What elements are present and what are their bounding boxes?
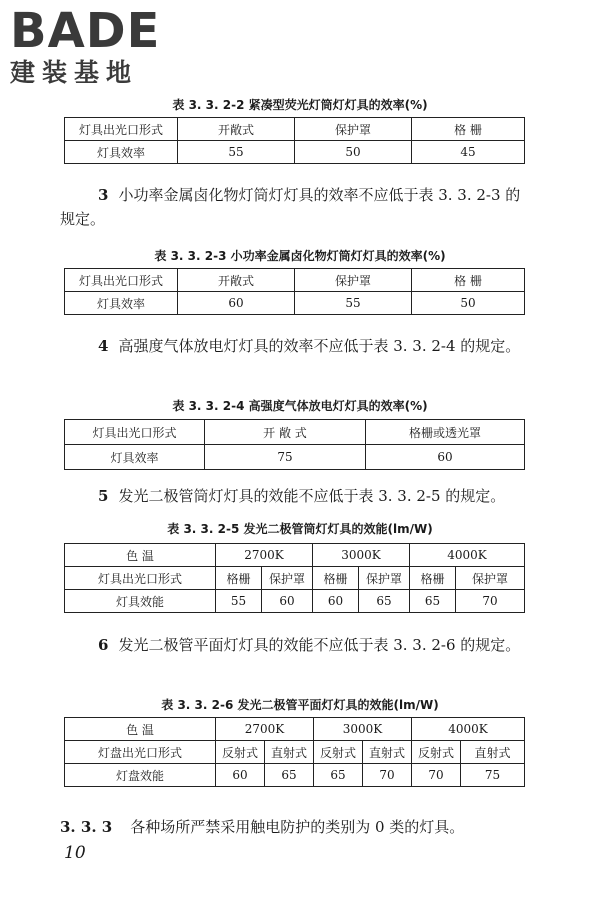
item-number: 4 [98,337,109,355]
table-row [65,141,525,164]
table-row [65,567,525,590]
table1-caption: 表 3. 3. 2-2 紧凑型荧光灯筒灯灯具的效率(%) [172,98,428,112]
item-number: 3 [98,186,109,204]
table2-header-cell: 开敞式 [178,269,295,292]
table-row [65,445,525,470]
table5-type-label: 灯盘出光口形式 [65,741,216,764]
table4-type-label: 灯具出光口形式 [65,567,216,590]
table2 [64,268,525,315]
table2-header-cell: 保护罩 [295,269,412,292]
table5-type: 直射式 [265,741,314,764]
table2-header-cell: 灯具出光口形式 [65,269,178,292]
table5-type: 反射式 [314,741,363,764]
item-number: 5 [98,487,109,505]
table-row [65,118,525,141]
para-text: 发光二极管筒灯灯具的效能不应低于表 3. 3. 2-5 的规定。 [118,487,506,505]
item-number: 6 [98,636,109,654]
table-row [65,764,525,787]
table5-value: 70 [412,764,461,787]
table4-value: 65 [410,590,456,613]
table5-value: 60 [216,764,265,787]
page-number: 10 [64,843,86,863]
table2-cell: 灯具效率 [65,292,178,315]
table4-temp: 3000K [313,544,410,567]
para-5 [60,484,528,508]
table5-temp: 4000K [412,718,525,741]
table4-caption: 表 3. 3. 2-5 发光二极管筒灯灯具的效能(lm/W) [167,522,433,536]
table5-temp-label: 色 温 [65,718,216,741]
table4-value: 55 [216,590,262,613]
table5 [64,717,525,787]
table3-header-cell: 格栅或透光罩 [366,420,525,445]
table-row [65,741,525,764]
para-text: 小功率金属卤化物灯筒灯灯具的效率不应低于表 3. 3. 2-3 的规定。 [60,186,521,228]
table3-header-cell: 开 敞 式 [205,420,366,445]
table4-value: 70 [456,590,525,613]
table1 [64,117,525,164]
table1-header-cell: 保护罩 [295,118,412,141]
para-text: 发光二极管平面灯灯具的效能不应低于表 3. 3. 2-6 的规定。 [118,636,521,654]
table3-header-cell: 灯具出光口形式 [65,420,205,445]
table1-header-cell: 灯具出光口形式 [65,118,178,141]
table5-type: 反射式 [412,741,461,764]
table2-cell: 50 [412,292,525,315]
table2-cell: 55 [295,292,412,315]
table4-temp: 4000K [410,544,525,567]
clause-number: 3. 3. 3 [60,818,113,836]
table4-value: 65 [359,590,410,613]
para-text: 高强度气体放电灯灯具的效率不应低于表 3. 3. 2-4 的规定。 [118,337,521,355]
table2-header-cell: 格 栅 [412,269,525,292]
table1-cell: 45 [412,141,525,164]
table4-value: 60 [313,590,359,613]
table5-value: 65 [314,764,363,787]
table2-cell: 60 [178,292,295,315]
table1-cell: 灯具效率 [65,141,178,164]
table5-value-label: 灯盘效能 [65,764,216,787]
table5-caption: 表 3. 3. 2-6 发光二极管平面灯灯具的效能(lm/W) [161,698,439,712]
table4-type: 保护罩 [359,567,410,590]
table-row [65,544,525,567]
para-6 [60,633,528,657]
table4-temp-label: 色 温 [65,544,216,567]
table1-header-cell: 开敞式 [178,118,295,141]
table4-type: 保护罩 [262,567,313,590]
table4-type: 格栅 [313,567,359,590]
table2-caption: 表 3. 3. 2-3 小功率金属卤化物灯筒灯灯具的效率(%) [154,249,446,263]
para-4 [60,334,528,358]
table-row [65,590,525,613]
table4-value-label: 灯具效能 [65,590,216,613]
table-row [65,420,525,445]
table3 [64,419,525,470]
table-row [65,718,525,741]
table1-header-cell: 格 栅 [412,118,525,141]
table1-cell: 50 [295,141,412,164]
table5-type: 直射式 [461,741,525,764]
clause-3-3-3 [60,815,464,839]
clause-text: 各种场所严禁采用触电防护的类别为 0 类的灯具。 [130,818,465,836]
table5-type: 反射式 [216,741,265,764]
bade-logo [10,3,180,88]
table3-caption: 表 3. 3. 2-4 高强度气体放电灯灯具的效率(%) [172,399,428,413]
table5-temp: 2700K [216,718,314,741]
table-row [65,292,525,315]
para-3 [60,183,528,231]
table4 [64,543,525,613]
logo-brand: BADE [10,3,161,59]
table4-value: 60 [262,590,313,613]
table4-type: 格栅 [216,567,262,590]
table1-cell: 55 [178,141,295,164]
table4-type: 格栅 [410,567,456,590]
table5-value: 75 [461,764,525,787]
table-row [65,269,525,292]
logo-subtitle: 建装基地 [10,58,139,87]
table4-type: 保护罩 [456,567,525,590]
table3-cell: 75 [205,445,366,470]
table4-temp: 2700K [216,544,313,567]
table5-value: 65 [265,764,314,787]
table3-cell: 60 [366,445,525,470]
table5-value: 70 [363,764,412,787]
table3-cell: 灯具效率 [65,445,205,470]
table5-type: 直射式 [363,741,412,764]
table5-temp: 3000K [314,718,412,741]
